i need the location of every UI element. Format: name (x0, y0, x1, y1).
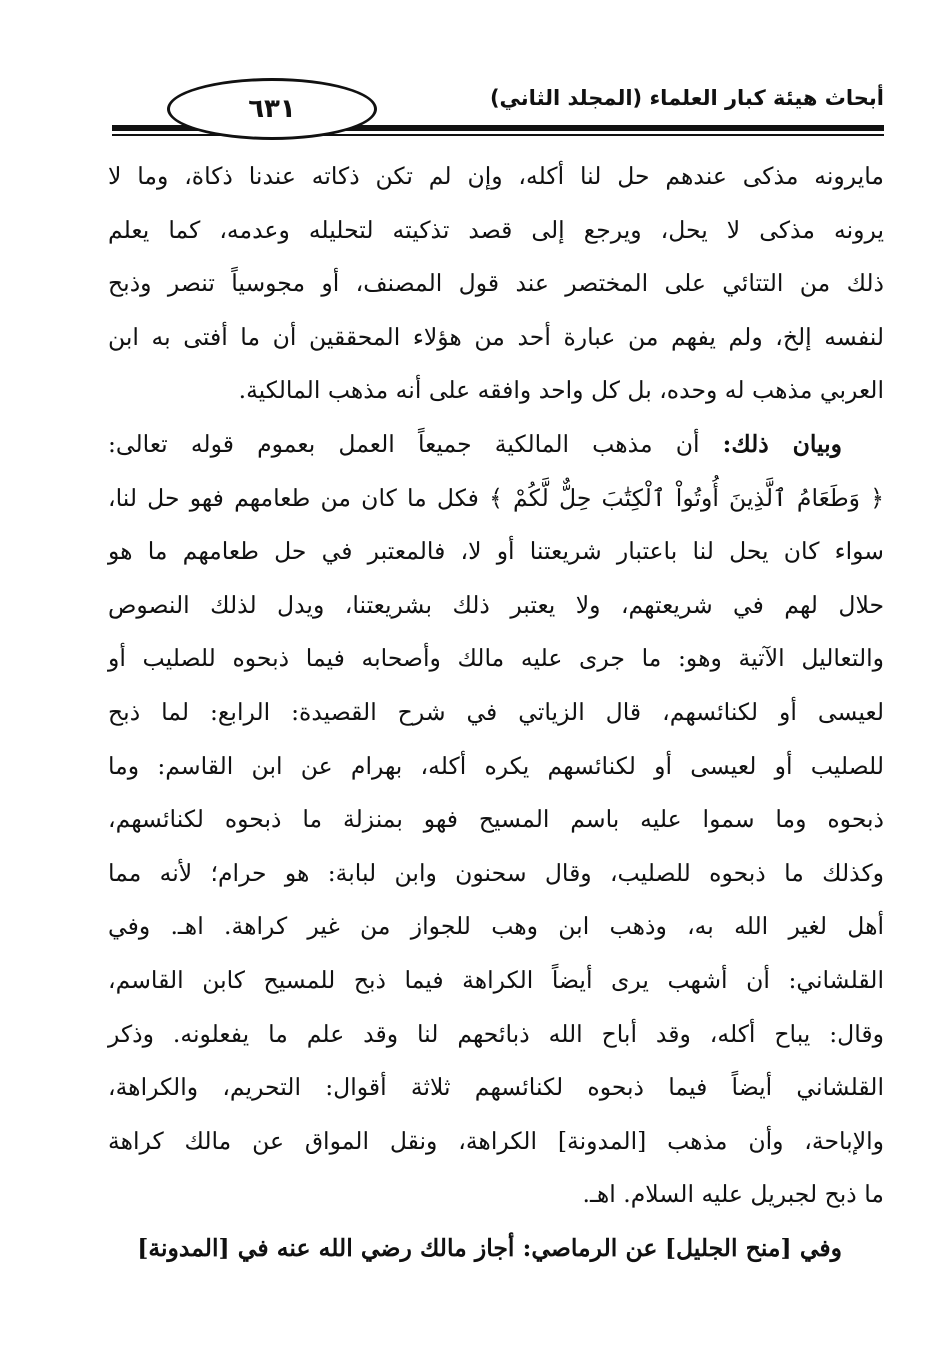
text-line: والتعاليل الآتية وهو: ما جرى عليه مالك وأصحابه فيما ذبحوه للصليب أو (108, 644, 884, 673)
text-line: حلال لهم في شريعتهم، ولا يعتبر ذلك بشريعتنا، ويدل لذلك النصوص (108, 590, 884, 619)
text-line (108, 1222, 884, 1276)
quran-verse-line: ﴿ وَطَعَامُ ٱلَّذِينَ أُوتُواْ ٱلْكِتَٰبَ حِلٌّ لَّكُمْ ﴾ فكل ما كان من طعامهم فهو حل لنا، (108, 483, 884, 512)
text-line: وقال: يباح أكله، وقد أباح الله ذبائحهم لنا وقد علم ما يفعلونه. وذكر (108, 1019, 884, 1048)
running-title: أبحاث هيئة كبار العلماء (المجلد الثاني) (489, 86, 884, 110)
text-line: لنفسه إلخ، ولم يفهم من عبارة أحد من هؤلاء المحققين أن ما أفتى به ابن (108, 322, 884, 351)
text-line: والإباحة، وأن مذهب [المدونة] الكراهة، ونقل المواق عن مالك كراهة (108, 1126, 884, 1155)
bold-lead: وبيان ذلك: (722, 429, 842, 458)
body-text (108, 150, 884, 1275)
text-line: العربي مذهب له وحده، بل كل واحد وافقه على أنه مذهب المالكية. (238, 376, 884, 405)
page-number: ٦٣١ (248, 94, 296, 124)
text-line: لعيسى أو لكنائسهم، قال الزياتي في شرح القصيدة: الرابع: لما ذبح (108, 697, 885, 726)
text-line: ذبحوه وما سموا عليه باسم المسيح فهو بمنزلة ما ذبحوه لكنائسهم، (108, 805, 884, 834)
text-line-rest: عن الرماصي: أجاز مالك رضي الله عنه في [المدونة] (137, 1233, 658, 1262)
text-line: القلشاني أيضاً فيما ذبحوه لكنائسهم ثلاثة أقوال: التحريم، والكراهة، (108, 1073, 884, 1102)
text-line: مايرونه مذكى عندهم حل لنا أكله، وإن لم تكن ذكاته عندنا ذكاة، وما لا (108, 162, 884, 190)
text-line-rest: أن مذهب المالكية جميعاً العمل بعموم قوله تعالى: (108, 429, 700, 458)
page-header (112, 70, 884, 150)
text-line: القلشاني: أن أشهب يرى أيضاً الكراهة فيما ذبح للمسيح كابن القاسم، (108, 965, 884, 994)
text-line: أهل لغير الله به، وذهب ابن وهب للجواز من غير كراهة. اهـ. وفي (108, 912, 884, 941)
text-line: يرونه مذكى لا يحل، ويرجع إلى قصد تذكيته لتحليله وعدمه، كما يعلم (108, 215, 884, 244)
text-line: سواء كان يحل لنا باعتبار شريعتنا أو لا، فالمعتبر في حل طعامهم ما هو (108, 537, 884, 566)
text-line: ذلك من التتائي على المختصر عند قول المصنف، أو مجوسياً تنصر وذبح (108, 269, 884, 298)
bold-lead: وفي [منح الجليل] (664, 1233, 842, 1262)
text-line: وكذلك ما ذبحوه للصليب، وقال سحنون وابن لبابة: هو حرام؛ لأنه مما (108, 858, 884, 887)
page-number-oval (167, 78, 377, 140)
text-line: ما ذبح لجبريل عليه السلام. اهـ. (582, 1180, 884, 1209)
text-line: للصليب أو لعيسى أو لكنائسهم يكره أكله، بهرام عن ابن القاسم: وما (108, 751, 884, 780)
text-line (108, 418, 884, 472)
